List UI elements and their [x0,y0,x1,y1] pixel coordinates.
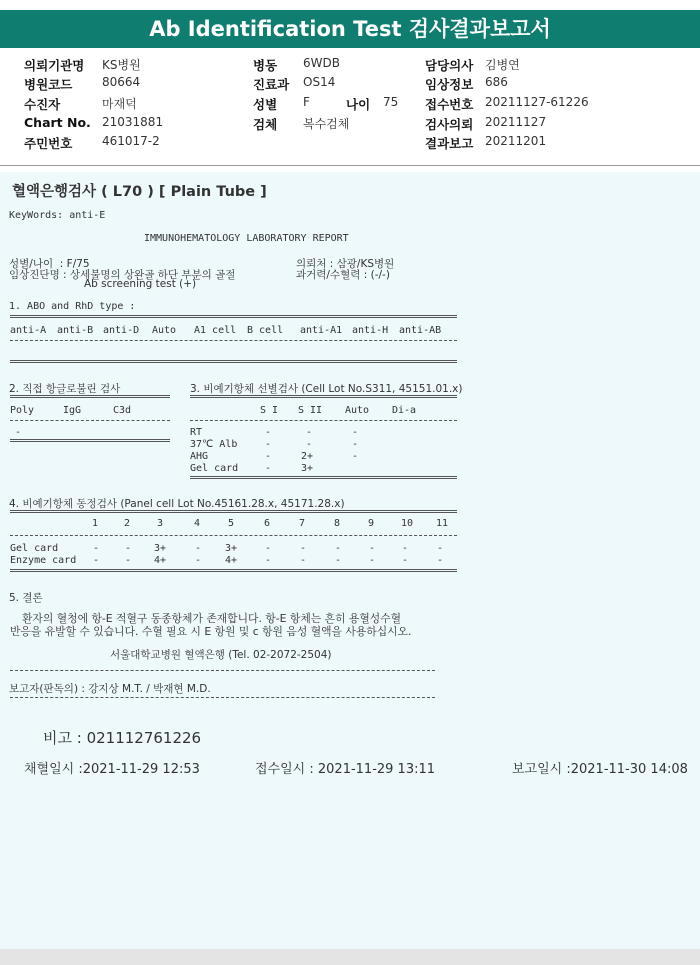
panel-header-cell: 9 [368,518,375,529]
receipt-time: 접수일시 : 2021-11-29 13:11 [255,762,436,777]
dat-value: - [15,427,22,438]
abo-header-auto: Auto [152,325,177,336]
screen-row-label: 37℃ Alb [190,439,238,450]
abo-header-anti-a: anti-A [10,325,47,336]
panel-cell: - [195,555,202,566]
panel-cell: - [369,543,376,554]
screen-header-auto: Auto [345,405,370,416]
panel-cell: - [93,543,100,554]
chart-no-value: 21031881 [102,115,164,129]
panel-cell: - [300,555,307,566]
footer-strip [0,949,700,965]
screen-cell: - [265,427,272,438]
double-rule [190,476,457,479]
panel-cell: - [265,555,272,566]
screen-cell: - [265,451,272,462]
panel-header-cell: 2 [124,518,131,529]
abo-header-anti-b: anti-B [57,325,94,336]
double-rule [10,510,457,513]
department-value: OS14 [303,75,336,89]
panel-header-cell: 6 [264,518,271,529]
dashed-rule [190,420,457,421]
clinical-info-value: 686 [485,75,508,89]
screen-row-label: RT [190,427,203,438]
sex-value: F [303,95,310,109]
screen-cell: - [352,439,359,450]
receipt-no-label: 접수번호 [425,97,474,112]
ward-value: 6WDB [303,56,340,70]
resident-no-value: 461017-2 [102,134,160,148]
panel-cell: - [265,543,272,554]
dat-header-igg: IgG [63,405,82,416]
patient-label: 수진자 [24,97,61,112]
abo-header-anti-d: anti-D [103,325,140,336]
clinical-info-label: 임상정보 [425,77,474,92]
screen-cell: - [265,463,272,474]
panel-cell: - [300,543,307,554]
collection-time: 채혈일시 :2021-11-29 12:53 [24,762,200,777]
department-label: 진료과 [253,77,290,92]
page-title: Ab Identification Test 검사결과보고서 [0,10,700,48]
panel-row-label-enzyme: Enzyme card [10,555,77,566]
keywords: KeyWords: anti-E [9,210,106,221]
reporter-line: 보고자(판독의) : 강지상 M.T. / 박재현 M.D. [9,683,211,695]
dat-header-c3d: C3d [113,405,132,416]
screening-line: Ab screening test (+) [84,278,197,290]
panel-header-cell: 10 [401,518,414,529]
screen-header-s2: S II [298,405,323,416]
screen-cell: - [265,439,272,450]
panel-row-label-gel: Gel card [10,543,59,554]
abo-section-title: 1. ABO and RhD type : [9,301,136,312]
panel-cell: - [125,543,132,554]
panel-cell: 3+ [225,543,238,554]
abo-header-a1-cell: A1 cell [194,325,237,336]
screen-row-label: Gel card [190,463,239,474]
panel-cell: - [335,543,342,554]
top-strip [0,0,700,10]
report-date-value: 20211201 [485,134,547,148]
panel-section-title: 4. 비예기항체 동정검사 (Panel cell Lot No.45161.28.x, 45171.28.x) [9,498,345,510]
panel-cell: 4+ [154,555,167,566]
double-rule [10,395,170,398]
dashed-rule [10,670,435,671]
section-title: 혈액은행검사 ( L70 ) [ Plain Tube ] [12,184,267,200]
panel-cell: - [93,555,100,566]
conclusion-line-1: 환자의 혈청에 항-E 적혈구 동종항체가 존재합니다. 항-E 항체는 흔히 용혈성수혈 [22,612,402,625]
age-value: 75 [383,95,399,109]
doctor-value: 김병연 [485,58,520,72]
history-line: 과거력/수혈력 : (-/-) [296,269,390,281]
ward-label: 병동 [253,58,278,73]
panel-header-cell: 3 [157,518,164,529]
screen-cell: - [352,427,359,438]
receipt-no-value: 20211127-61226 [485,95,589,109]
panel-cell: - [437,543,444,554]
conclusion-line-2: 반응을 유발할 수 있습니다. 수혈 필요 시 E 항원 및 c 항원 음성 혈액을 사용하십시오. [10,625,412,638]
report-time: 보고일시 :2021-11-30 14:08 [512,762,688,777]
abo-header-anti-a1: anti-A1 [300,325,343,336]
panel-cell: - [402,543,409,554]
panel-header-cell: 7 [299,518,306,529]
double-rule [10,360,457,363]
screen-cell: - [306,427,313,438]
screening-section-title: 3. 비예기항체 선별검사 (Cell Lot No.S311, 45151.01.x) [190,383,463,395]
double-rule [10,569,457,572]
diagnosis-line: 임상진단명 : 상세불명의 상완골 하단 부분의 골절 [9,269,236,281]
dashed-rule [10,420,170,421]
screen-header-di-a: Di-a [392,405,417,416]
report-body [0,172,700,949]
screen-cell: 2+ [301,451,314,462]
dat-header-poly: Poly [10,405,35,416]
hospital-code-value: 80664 [102,75,141,89]
panel-header-cell: 5 [228,518,235,529]
panel-cell: - [437,555,444,566]
panel-cell: - [195,543,202,554]
requester-line: 의뢰처 : 삼광/KS병원 [296,258,395,270]
request-date-value: 20211127 [485,115,547,129]
screen-row-label: AHG [190,451,209,462]
org-name-value: KS병원 [102,58,141,72]
panel-header-cell: 4 [194,518,201,529]
abo-header-b-cell: B cell [247,325,284,336]
panel-header-cell: 11 [436,518,449,529]
dashed-rule [10,535,457,536]
double-rule [10,315,457,318]
request-date-label: 검사의뢰 [425,117,474,132]
abo-header-anti-ab: anti-AB [399,325,442,336]
screen-cell: 3+ [301,463,314,474]
conclusion-title: 5. 결론 [9,592,43,604]
double-rule [10,439,170,442]
panel-cell: 3+ [154,543,167,554]
dashed-rule [10,340,457,341]
screen-header-s1: S I [260,405,279,416]
dat-section-title: 2. 직접 항글로불린 검사 [9,383,121,395]
patient-value: 마재덕 [102,97,137,111]
panel-cell: - [335,555,342,566]
panel-header-cell: 1 [92,518,99,529]
remark: 비고 : 021112761226 [43,729,202,747]
sex-age-line: 성별/나이 : F/75 [9,258,90,270]
panel-cell: - [125,555,132,566]
panel-header-cell: 8 [334,518,341,529]
abo-header-anti-h: anti-H [352,325,389,336]
blood-bank-contact: 서울대학교병원 혈액은행 (Tel. 02-2072-2504) [110,649,332,661]
screen-cell: - [352,451,359,462]
specimen-value: 복수검체 [303,117,350,131]
hospital-code-label: 병원코드 [24,77,73,92]
patient-info-header [0,48,700,166]
panel-cell: - [402,555,409,566]
doctor-label: 담당의사 [425,58,474,73]
panel-cell: 4+ [225,555,238,566]
org-name-label: 의뢰기관명 [24,58,85,73]
dashed-rule [10,697,435,698]
age-label: 나이 [346,97,371,112]
sex-label: 성별 [253,97,278,112]
screen-cell: - [306,439,313,450]
report-date-label: 결과보고 [425,136,474,151]
chart-no-label: Chart No. [24,115,91,130]
specimen-label: 검체 [253,117,278,132]
double-rule [190,395,457,398]
lab-report-title: IMMUNOHEMATOLOGY LABORATORY REPORT [144,233,349,244]
resident-no-label: 주민번호 [24,136,73,151]
panel-cell: - [369,555,376,566]
